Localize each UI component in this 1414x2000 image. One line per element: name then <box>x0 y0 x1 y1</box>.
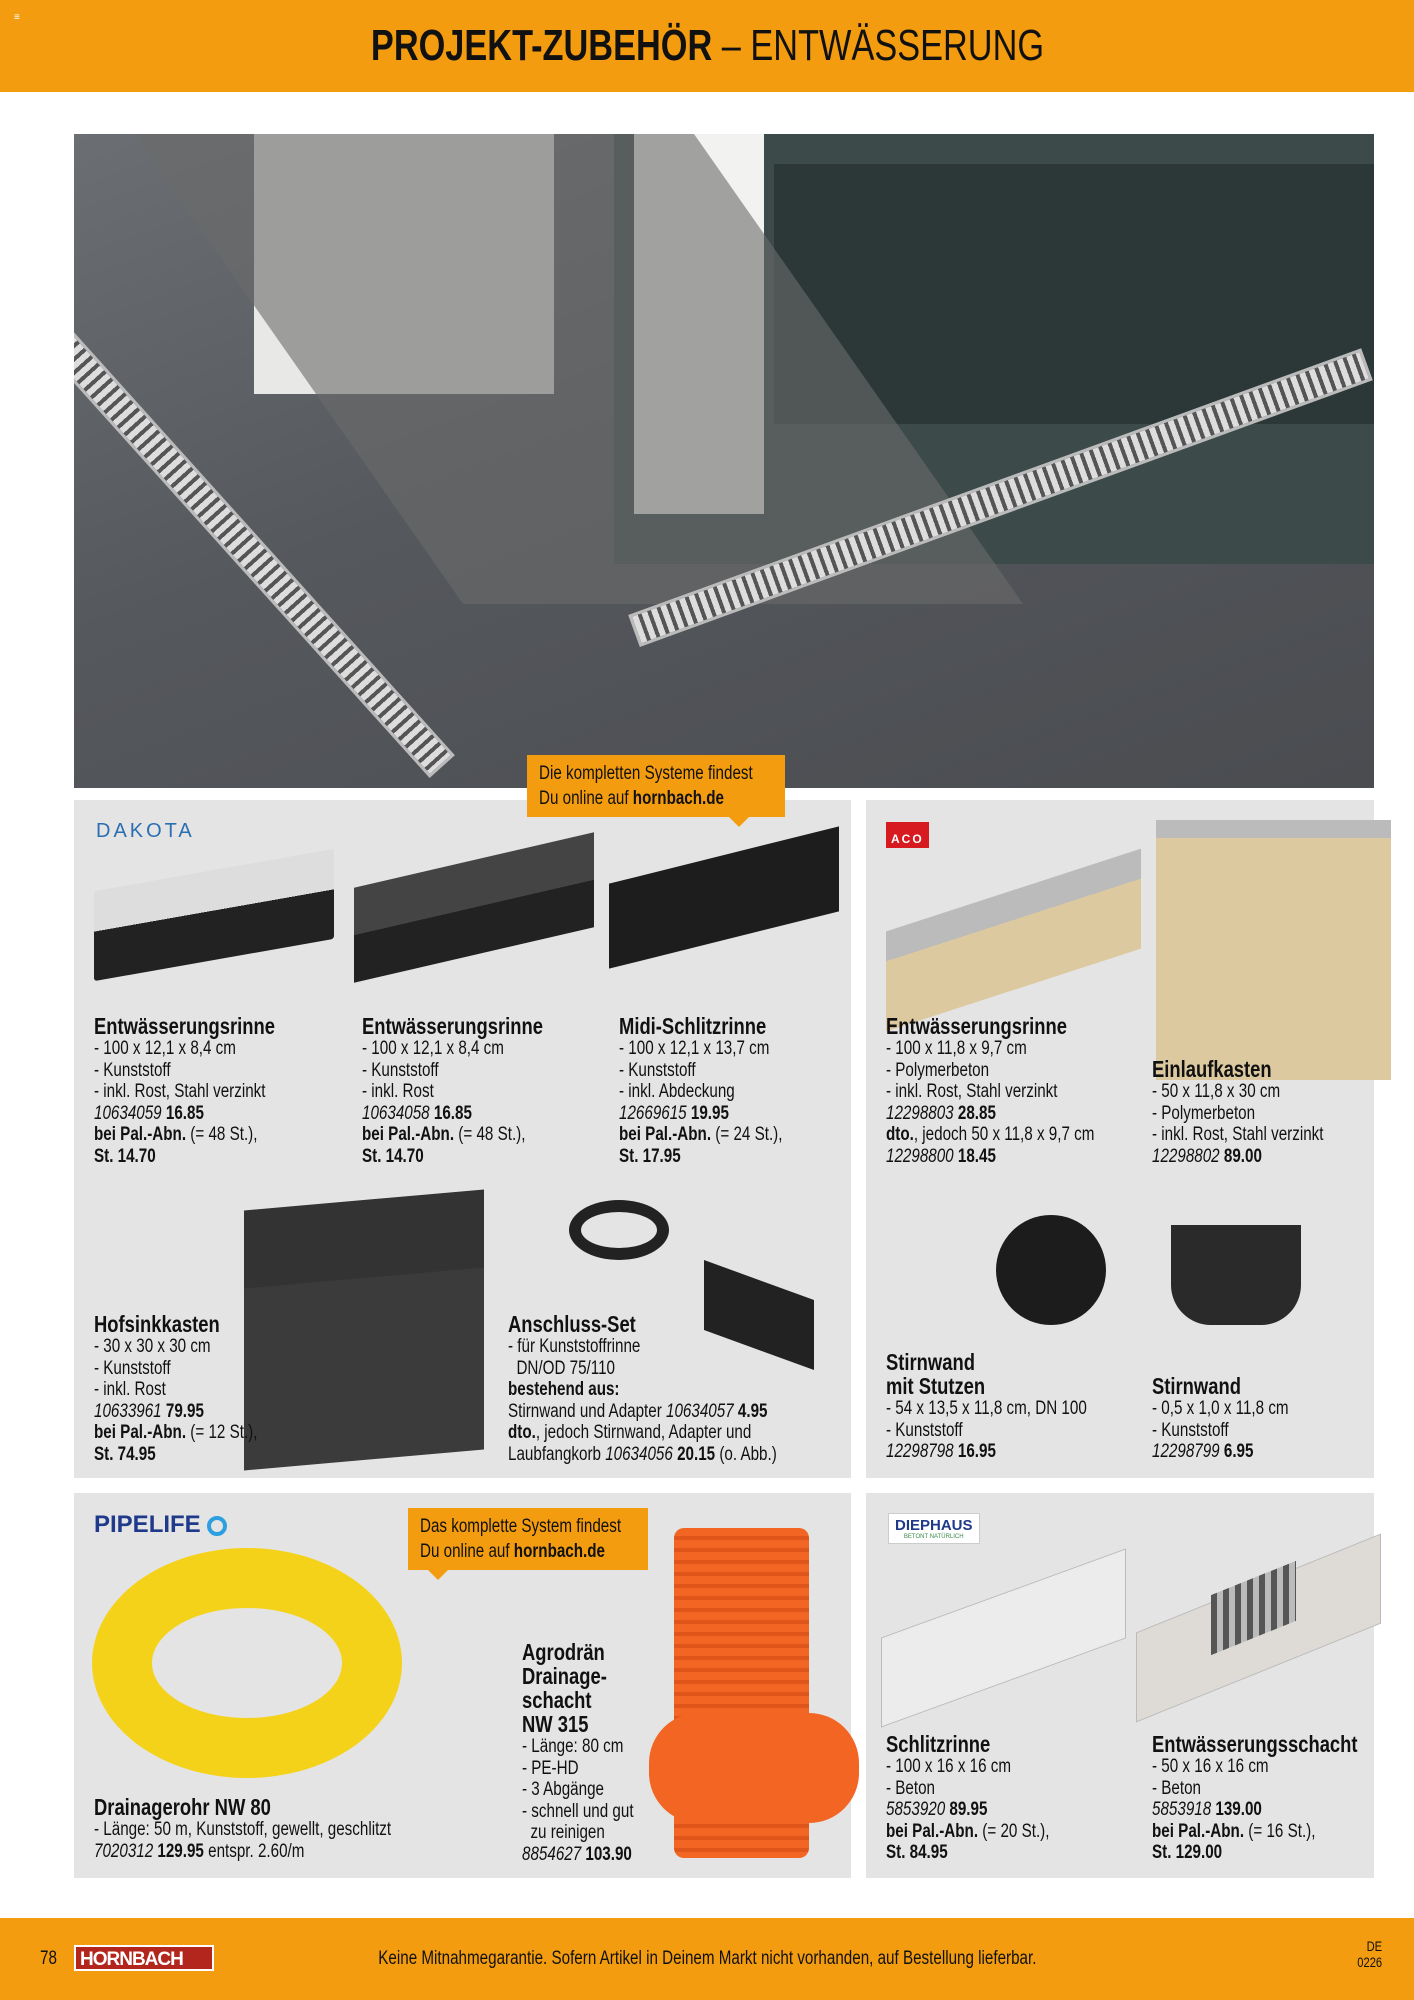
price: 28.85 <box>957 1102 996 1124</box>
product-drainagerohr: Drainagerohr NW 80 - Länge: 50 m, Kunststoff, gewellt, geschlitzt 7020312 129.95 entspr. 2.60/m <box>94 1794 392 1862</box>
product-image-drainageschacht-abgaenge <box>649 1713 859 1823</box>
price: 18.45 <box>957 1145 996 1167</box>
price: 103.90 <box>585 1843 632 1865</box>
product-image-stirnwand-stutzen <box>996 1215 1106 1325</box>
price: 129.95 <box>157 1840 204 1862</box>
hero-photo-drainage <box>74 134 1374 788</box>
product-stirnwand-stutzen: Stirnwand mit Stutzen - 54 x 13,5 x 11,8 cm, DN 100 - Kunststoff 12298798 16.95 <box>886 1349 1087 1462</box>
price: 79.95 <box>165 1400 204 1422</box>
pipelife-logo: PIPELIFE <box>94 1511 227 1539</box>
product-einlaufkasten: Einlaufkasten - 50 x 11,8 x 30 cm - Polymerbeton - inkl. Rost, Stahl verzinkt 12298802 89.00 <box>1152 1056 1324 1167</box>
edition-code: DE 0226 <box>1357 1938 1382 1970</box>
product-schlitzrinne-beton: Schlitzrinne - 100 x 16 x 16 cm - Beton 5853920 89.95 bei Pal.-Abn. (= 20 St.), St. 84.95 <box>886 1731 1050 1863</box>
product-entwaesserungsrinne-rost: Entwässerungsrinne - 100 x 12,1 x 8,4 cm - Kunststoff - inkl. Rost 10634058 16.85 bei Pal.-Abn. (= 48 St.), St. 14.70 <box>362 1013 543 1167</box>
product-image-rinne-1 <box>94 849 334 981</box>
product-entwaesserungsschacht: Entwässerungsschacht - 50 x 16 x 16 cm - Beton 5853918 139.00 bei Pal.-Abn. (= 16 St.), St. 129.00 <box>1152 1731 1358 1863</box>
product-entwaesserungsrinne-verzinkt: Entwässerungsrinne - 100 x 12,1 x 8,4 cm - Kunststoff - inkl. Rost, Stahl verzinkt 10634059 16.85 bei Pal.-Abn. (= 48 St.), St. 14.70 <box>94 1013 275 1167</box>
price: 139.00 <box>1215 1799 1262 1820</box>
diephaus-logo: DIEPHAUS BETONT NATÜRLICH <box>888 1513 980 1544</box>
page-title: PROJEKT-ZUBEHÖR – ENTWÄSSERUNG <box>370 21 1044 70</box>
product-midi-schlitzrinne: Midi-Schlitzrinne - 100 x 12,1 x 13,7 cm - Kunststoff - inkl. Abdeckung 12669615 19.95 bei Pal.-Abn. (= 24 St.), St. 17.95 <box>619 1013 783 1167</box>
product-image-anschluss-set <box>569 1200 669 1260</box>
product-stirnwand: Stirnwand - 0,5 x 1,0 x 11,8 cm - Kunststoff 12298799 6.95 <box>1152 1373 1289 1462</box>
page-number: 78 <box>40 1948 57 1969</box>
page-header <box>0 0 1414 92</box>
aco-logo: ACO <box>886 822 929 848</box>
product-image-hofsinkkasten <box>244 1190 484 1471</box>
price: 89.95 <box>949 1799 988 1820</box>
price: 19.95 <box>690 1102 729 1124</box>
page-footer <box>0 1918 1414 2000</box>
price: 16.95 <box>957 1441 996 1462</box>
dakota-logo: DAKOTA <box>96 820 195 842</box>
product-image-einlaufkasten <box>1156 820 1391 1080</box>
hornbach-link[interactable]: hornbach.de <box>632 788 725 809</box>
product-image-stirnwand <box>1171 1225 1301 1325</box>
product-image-polymer-rinne <box>886 849 1141 1032</box>
product-aco-entwaesserungsrinne: Entwässerungsrinne - 100 x 11,8 x 9,7 cm - Polymerbeton - inkl. Rost, Stahl verzinkt 12298803 28.85 dto., jedoch 50 x 11,8 x 9,7 cm 12298800 18.45 <box>886 1013 1095 1167</box>
product-image-drainagerohr <box>92 1548 402 1778</box>
product-hofsinkkasten: Hofsinkkasten - 30 x 30 x 30 cm - Kunststoff - inkl. Rost 10633961 79.95 bei Pal.-Abn. (= 12 St.), St. 74.95 <box>94 1311 258 1465</box>
footer-note: Keine Mitnahmegarantie. Sofern Artikel in Deinem Markt nicht vorhanden, auf Bestellung lieferbar. <box>377 1948 1037 1969</box>
product-image-rinne-2 <box>354 832 594 982</box>
menu-icon[interactable]: ≡ <box>14 12 20 23</box>
product-agrodraen-schacht: Agrodrän Drainage- schacht NW 315 - Länge: 80 cm - PE-HD - 3 Abgänge - schnell und gut zu reinigen 8854627 103.90 <box>522 1639 634 1865</box>
price: 20.15 <box>677 1443 716 1465</box>
hornbach-link[interactable]: hornbach.de <box>513 1541 606 1562</box>
online-systems-callout[interactable]: Die kompletten Systeme findest Du online auf hornbach.de <box>527 755 785 817</box>
product-anschluss-set: Anschluss-Set - für Kunststoffrinne DN/OD 75/110 bestehend aus: Stirnwand und Adapter 10634057 4.95 dto., jedoch Stirnwand, Adapter und Laubfangkorb 10634056 20.15 (o. Abb.) <box>508 1311 777 1465</box>
product-image-schlitzrinne <box>609 826 839 968</box>
price: 16.85 <box>433 1102 472 1124</box>
online-system-callout[interactable]: Das komplette System findest Du online auf hornbach.de <box>408 1508 648 1570</box>
price: 89.00 <box>1223 1145 1262 1167</box>
price: 16.85 <box>165 1102 204 1124</box>
product-image-schlitzrinne-beton <box>881 1548 1126 1727</box>
hornbach-logo: HORNBACH <box>74 1945 214 1971</box>
price: 6.95 <box>1223 1441 1254 1462</box>
pipelife-dot-icon <box>207 1516 227 1536</box>
price: 4.95 <box>737 1400 768 1422</box>
